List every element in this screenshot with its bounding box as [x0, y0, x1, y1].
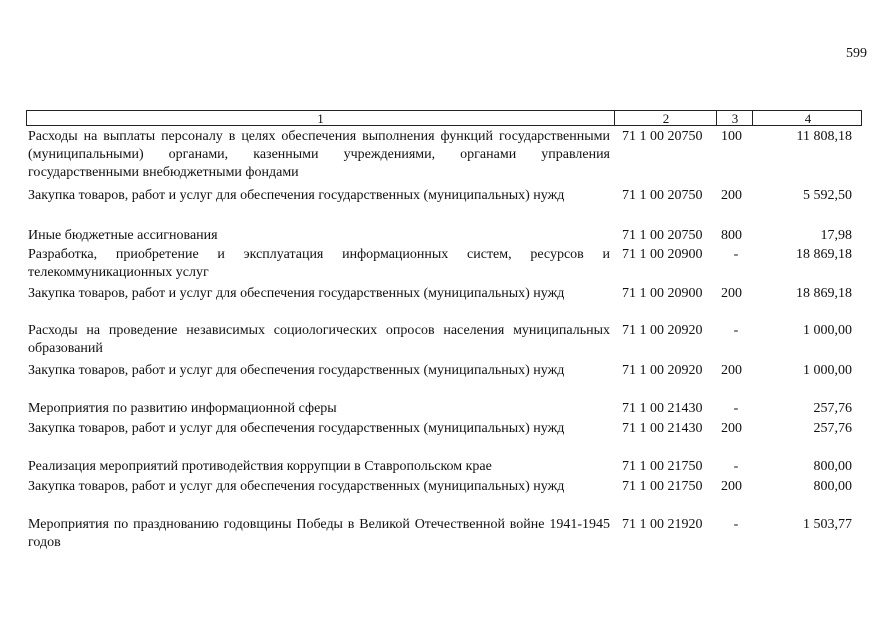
- row-type: 200: [721, 479, 742, 494]
- row-code: 71 1 00 21750: [622, 459, 703, 474]
- row-description: Разработка, приобретение и эксплуатация информационных систем, ресурсов и телекоммуникационных услуг: [28, 247, 610, 280]
- table-header: [26, 110, 862, 126]
- row-amount: 1 000,00: [803, 323, 852, 338]
- row-description: Расходы на проведение независимых социологических опросов населения муниципальных образований: [28, 323, 610, 356]
- header-col-1: 1: [317, 111, 324, 126]
- row-amount: 17,98: [820, 228, 852, 243]
- row-code: 71 1 00 20900: [622, 247, 703, 262]
- row-type: 200: [721, 188, 742, 203]
- page-number: 599: [846, 46, 867, 61]
- row-amount: 11 808,18: [796, 129, 852, 144]
- row-description: Закупка товаров, работ и услуг для обеспечения государственных (муниципальных) нужд: [28, 188, 565, 203]
- row-code: 71 1 00 20750: [622, 188, 703, 203]
- row-type: 200: [721, 286, 742, 301]
- row-code: 71 1 00 20750: [622, 129, 703, 144]
- row-amount: 800,00: [813, 479, 852, 494]
- row-description: Реализация мероприятий противодействия коррупции в Ставропольском крае: [28, 459, 492, 474]
- row-description: Закупка товаров, работ и услуг для обеспечения государственных (муниципальных) нужд: [28, 421, 565, 436]
- header-col-2: 2: [614, 111, 717, 125]
- row-code: 71 1 00 20900: [622, 286, 703, 301]
- row-type: 100: [721, 129, 742, 144]
- row-amount: 1 503,77: [803, 517, 852, 532]
- row-type: -: [733, 247, 739, 262]
- row-code: 71 1 00 21430: [622, 421, 703, 436]
- row-type: 200: [721, 363, 742, 378]
- row-description: Расходы на выплаты персоналу в целях обеспечения выполнения функций государственными (муниципальными) органами, казенными учреждениями, органами управления государственными внебюджетными фондами: [28, 129, 610, 180]
- row-type: -: [733, 323, 739, 338]
- row-description: Мероприятия по празднованию годовщины Победы в Великой Отечественной войне 1941-1945 годов: [28, 517, 610, 550]
- row-code: 71 1 00 20920: [622, 363, 703, 378]
- row-amount: 5 592,50: [803, 188, 852, 203]
- row-description: Закупка товаров, работ и услуг для обеспечения государственных (муниципальных) нужд: [28, 479, 565, 494]
- row-description: Мероприятия по развитию информационной сферы: [28, 401, 337, 416]
- row-amount: 257,76: [813, 421, 852, 436]
- row-description: Закупка товаров, работ и услуг для обеспечения государственных (муниципальных) нужд: [28, 286, 565, 301]
- row-amount: 257,76: [813, 401, 852, 416]
- row-code: 71 1 00 20920: [622, 323, 703, 338]
- row-code: 71 1 00 21920: [622, 517, 703, 532]
- row-type: 800: [721, 228, 742, 243]
- row-code: 71 1 00 20750: [622, 228, 703, 243]
- row-description: Закупка товаров, работ и услуг для обеспечения государственных (муниципальных) нужд: [28, 363, 565, 378]
- row-code: 71 1 00 21430: [622, 401, 703, 416]
- row-amount: 1 000,00: [803, 363, 852, 378]
- header-col-4: 4: [752, 111, 863, 125]
- row-description: Иные бюджетные ассигнования: [28, 228, 218, 243]
- header-col-3: 3: [716, 111, 753, 125]
- row-type: -: [733, 459, 739, 474]
- row-code: 71 1 00 21750: [622, 479, 703, 494]
- row-amount: 18 869,18: [796, 247, 852, 262]
- row-type: 200: [721, 421, 742, 436]
- row-type: -: [733, 401, 739, 416]
- row-type: -: [733, 517, 739, 532]
- row-amount: 18 869,18: [796, 286, 852, 301]
- row-amount: 800,00: [813, 459, 852, 474]
